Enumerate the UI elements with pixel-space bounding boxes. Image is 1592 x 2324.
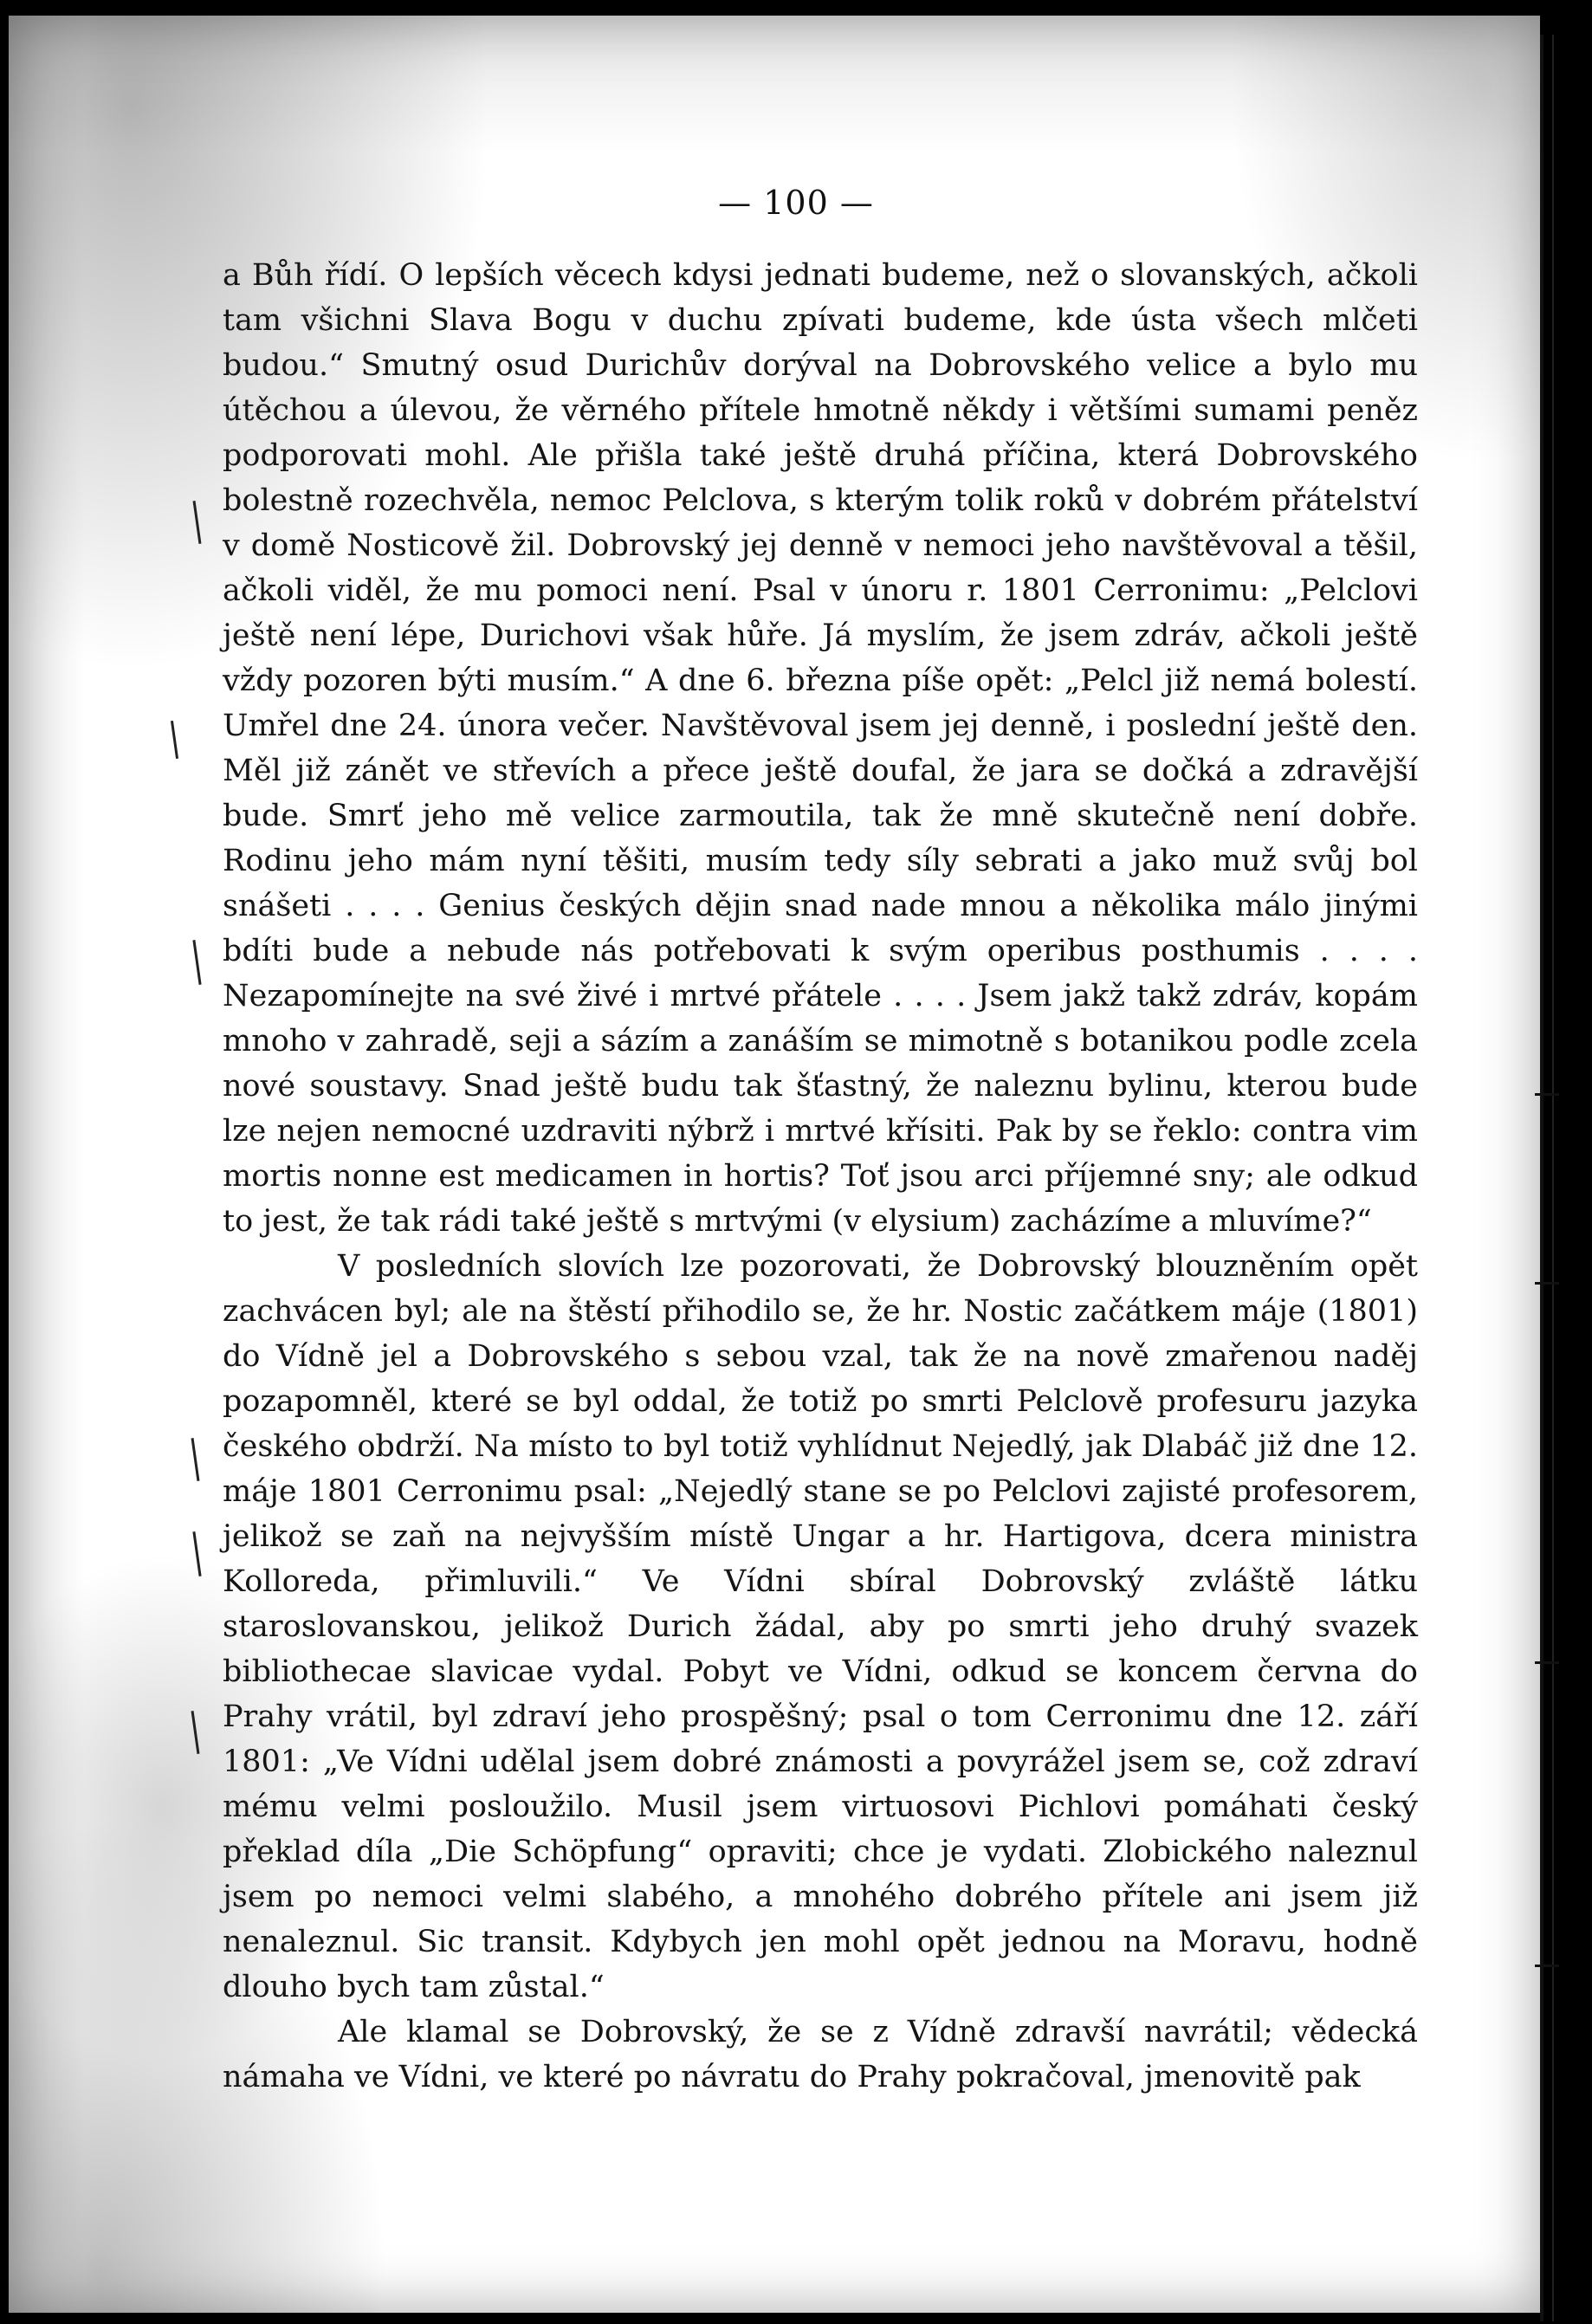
edge-tick-mark [1535,1282,1559,1285]
paragraph: a Bůh řídí. O lepších věcech kdysi jednati budeme, než o slovanských, ačkoli tam všichni Slava Bogu v duchu zpívati budeme, kde ústa všech mlčeti budou.“ Smutný osud Durichův dorýval na Dobrovského velice a bylo mu útěchou a úlevou, že věrného přítele hmotně někdy i většími sumami peněz podporovati mohl. Ale přišla také ještě druhá příčina, která Dobrovského bolestně rozechvěla, nemoc Pelclova, s kterým tolik roků v dobrém přátelství v domě Nosticově žil. Dobrovský jej denně v nemoci jeho navštěvoval a těšil, ačkoli viděl, že mu pomoci není. Psal v únoru r. 1801 Cerronimu: „Pelclovi ještě není lépe, Durichovi však hůře. Já myslím, že jsem zdráv, ačkoli ještě vždy pozoren býti musím.“ A dne 6. března píše opět: „Pelcl již nemá bolestí. Umřel dne 24. února večer. Navštěvoval jsem jej denně, i poslední ještě den. Měl již zánět ve střevích a přece ještě doufal, že jara se dočká a zdravější bude. Smrť jeho mě velice zarmoutila, tak že mně skutečně není dobře. Rodinu jeho mám nyní těšiti, musím tedy síly sebrati a jako muž svůj bol snášeti . . . . Genius českých dějin snad nade mnou a několika málo jinými bdíti bude a nebude nás potřebovati k svým operibus posthumis . . . . Nezapomínejte na své živé i mrtvé přátele . . . . Jsem jakž takž zdráv, kopám mnoho v zahradě, seji a sázím a zanáším se mimotně s botanikou podle zcela nové soustavy. Snad ještě budu tak šťastný, že naleznu bylinu, kterou bude lze nejen nemocné uzdraviti nýbrž i mrtvé křísiti. Pak by se řeklo: contra vim mortis nonne est medicamen in hortis? Toť jsou arci příjemné sny; ale odkud to jest, že tak rádi také ještě s mrtvými (v elysium) zacházíme a mluvíme?“ [223,258,1418,1239]
edge-tick-mark [1535,1965,1559,1967]
scan-edge-rule-inner [1552,35,1554,2321]
page-number: — 100 — [718,184,874,222]
body-text [223,253,1418,2100]
edge-tick-mark [1535,1093,1559,1096]
paragraph: Ale klamal se Dobrovský, že se z Vídně zdravší navrátil; vědecká námaha ve Vídni, ve které po návratu do Prahy pokračoval, jmenovitě pak [223,2015,1418,2094]
paragraph: V posledních slovích lze pozorovati, že Dobrovský blouzněním opět zachvácen byl; ale na štěstí přihodilo se, že hr. Nostic začátkem máje (1801) do Vídně jel a Dobrovského s sebou vzal, tak že na nově zmařenou naděj pozapomněl, které se byl oddal, že totiž po smrti Pelclově profesuru jazyka českého obdrží. Na místo to byl totiž vyhlídnut Nejedlý, jak Dlabáč již dne 12. máje 1801 Cerronimu psal: „Nejedlý stane se po Pelclovi zajisté profesorem, jelikož se zaň na nejvyšším místě Ungar a hr. Hartigova, dcera ministra Kolloreda, přimluvili.“ Ve Vídni sbíral Dobrovský zvláště látku staroslovanskou, jelikož Durich žádal, aby po smrti jeho druhý svazek bibliothecae slavicae vydal. Pobyt ve Vídni, odkud se koncem června do Prahy vrátil, byl zdraví jeho prospěšný; psal o tom Cerronimu dne 12. září 1801: „Ve Vídni udělal jsem dobré známosti a povyrážel jsem se, což zdraví mému velmi posloužilo. Musil jsem virtuosovi Pichlovi pomáhati český překlad díla „Die Schöpfung“ opraviti; chce je vydati. Zlobického naleznul jsem po nemoci velmi slabého, a mnohého dobrého přítele ani jsem již nenaleznul. Sic transit. Kdybych jen mohl opět jednou na Moravu, hodně dlouho bych tam zůstal.“ [223,1249,1418,2004]
edge-tick-mark [1535,1661,1559,1664]
scan-edge-rule [1540,35,1543,2321]
